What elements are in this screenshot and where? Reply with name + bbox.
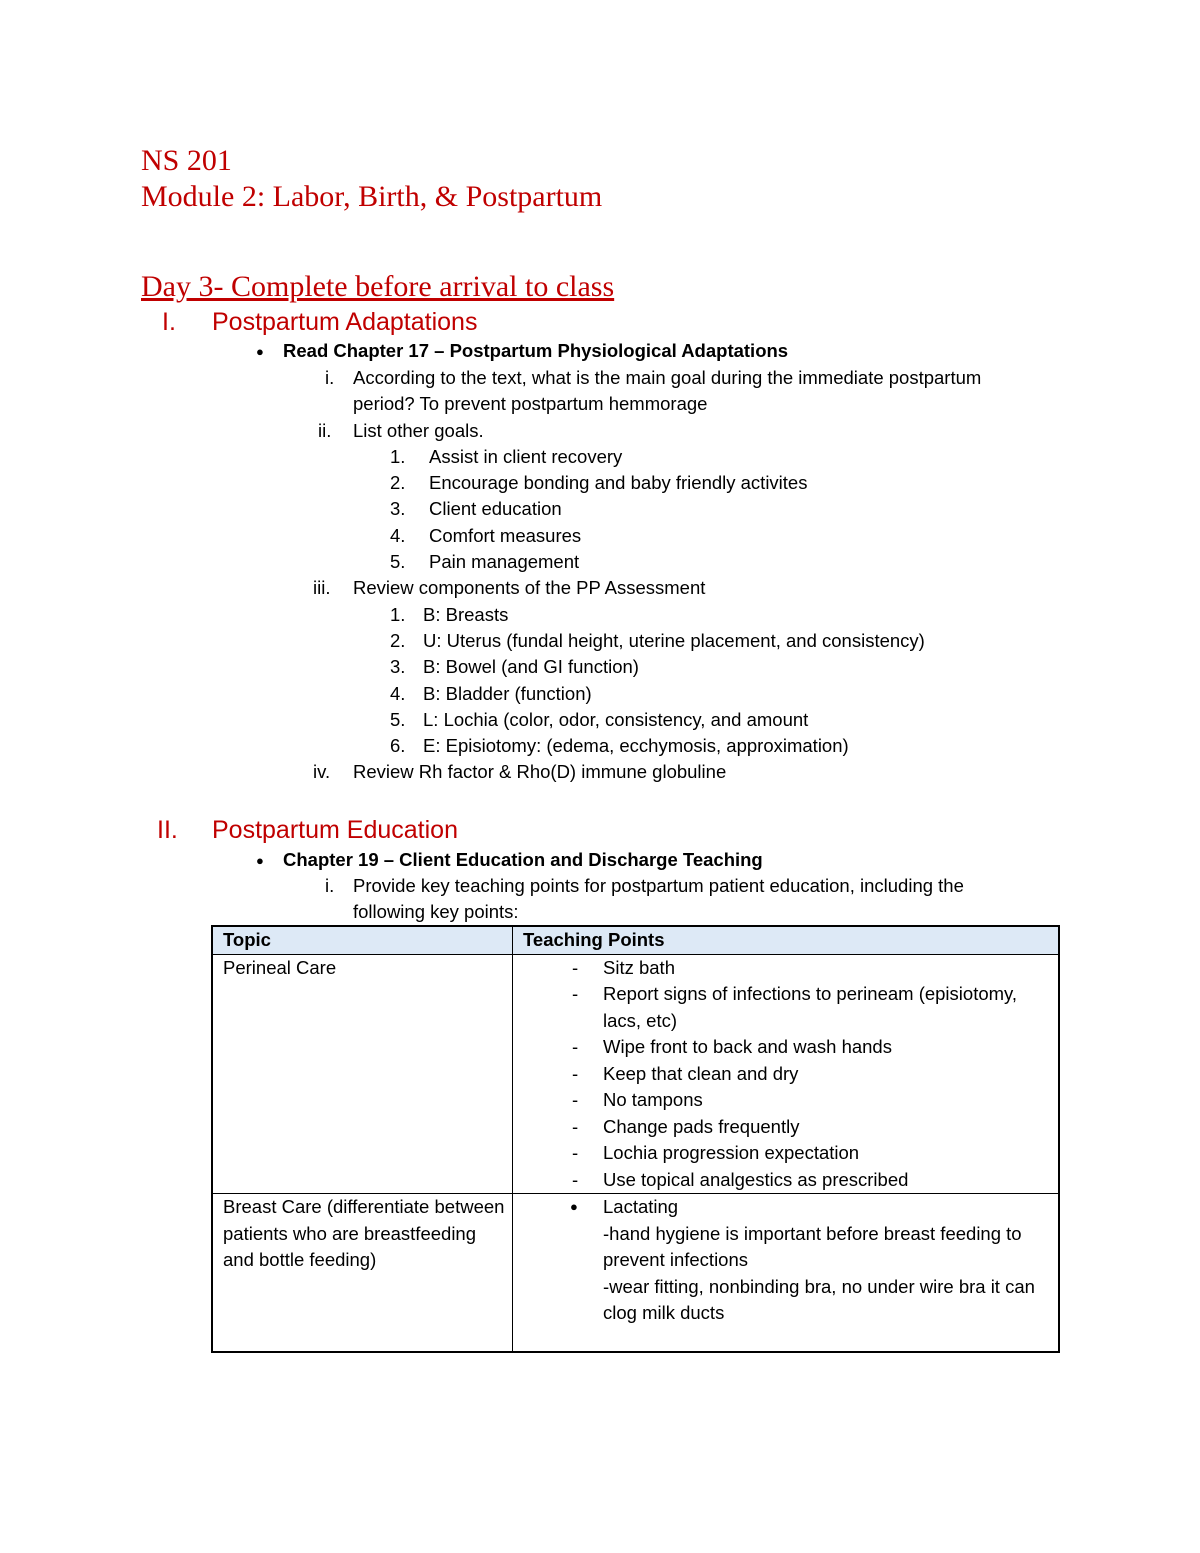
q1-line1: According to the text, what is the main goal during the immediate postpartum	[353, 367, 982, 388]
list-item: - Wipe front to back and wash hands	[565, 1034, 1052, 1061]
list-item: - Report signs of infections to perineam (episiotomy, lacs, etc)	[565, 981, 1052, 1034]
list-item-number: 5.	[390, 709, 406, 730]
section2-bullet: Chapter 19 – Client Education and Discharge Teaching	[283, 849, 763, 870]
s2-q1-line1: Provide key teaching points for postpartum patient education, including the	[353, 875, 964, 896]
table-header-teaching-points: Teaching Points	[513, 926, 1060, 954]
list-item-number: 1.	[390, 604, 406, 625]
list-item: - No tampons	[565, 1087, 1052, 1114]
q2-text: List other goals.	[353, 420, 484, 441]
list-item: - Change pads frequently	[565, 1114, 1052, 1141]
list-item: - Keep that clean and dry	[565, 1061, 1052, 1088]
teaching-points-cell	[513, 954, 1060, 1194]
teaching-points-cell	[513, 1194, 1060, 1352]
q4-numeral: iv.	[313, 761, 331, 782]
table-header-topic: Topic	[212, 926, 513, 954]
list-item: Comfort measures	[429, 525, 582, 546]
table-row	[212, 1194, 1059, 1352]
list-item-number: 2.	[390, 630, 406, 651]
table-row	[212, 954, 1059, 1194]
q1-numeral: i.	[325, 367, 335, 388]
list-item: B: Bladder (function)	[423, 683, 592, 704]
bullet-icon: ●	[256, 344, 264, 359]
topic-cell: Breast Care (differentiate between patients who are breastfeeding and bottle feeding)	[212, 1194, 513, 1352]
lactating-title: Lactating	[603, 1196, 679, 1217]
list-item: Client education	[429, 498, 562, 519]
day-heading: Day 3- Complete before arrival to class	[141, 270, 615, 303]
teaching-line: -wear fitting, nonbinding bra, no under wire bra it can clog milk ducts	[603, 1275, 1035, 1323]
list-item-number: 3.	[390, 656, 406, 677]
list-item-number: 4.	[390, 525, 406, 546]
section1-bullet: Read Chapter 17 – Postpartum Physiological Adaptations	[283, 340, 789, 361]
list-item: Assist in client recovery	[429, 446, 623, 467]
module-title: Module 2: Labor, Birth, & Postpartum	[141, 180, 603, 213]
list-item-number: 3.	[390, 498, 406, 519]
list-item: Pain management	[429, 551, 580, 572]
list-item: U: Uterus (fundal height, uterine placement, and consistency)	[423, 630, 925, 651]
list-item-number: 4.	[390, 683, 406, 704]
table-header-row	[212, 926, 1059, 954]
q3-text: Review components of the PP Assessment	[353, 577, 706, 598]
list-item: - Lochia progression expectation	[565, 1140, 1052, 1167]
list-item: - Sitz bath	[565, 955, 1052, 982]
section1-title: Postpartum Adaptations	[212, 308, 478, 336]
section1-numeral: I.	[162, 308, 176, 336]
q1-line2: period? To prevent postpartum hemmorage	[353, 393, 708, 414]
list-item-number: 1.	[390, 446, 406, 467]
perineal-points-list	[523, 955, 1052, 1194]
teaching-points-table	[211, 925, 1060, 1353]
bullet-icon: ●	[256, 853, 264, 868]
section2-title: Postpartum Education	[212, 816, 458, 844]
list-item: B: Breasts	[423, 604, 509, 625]
s2-q1-numeral: i.	[325, 875, 335, 896]
s2-q1-line2: following key points:	[353, 901, 519, 922]
course-code: NS 201	[141, 144, 232, 177]
list-item: Encourage bonding and baby friendly activites	[429, 472, 808, 493]
list-item-number: 2.	[390, 472, 406, 493]
q2-numeral: ii.	[318, 420, 332, 441]
q3-numeral: iii.	[313, 577, 331, 598]
bullet-icon: ●	[570, 1199, 578, 1214]
list-item: - Use topical analgestics as prescribed	[565, 1167, 1052, 1194]
list-item	[565, 1194, 1052, 1327]
list-item: L: Lochia (color, odor, consistency, and amount	[423, 709, 809, 730]
topic-cell: Perineal Care	[212, 954, 513, 1194]
list-item-number: 6.	[390, 735, 406, 756]
q4-text: Review Rh factor & Rho(D) immune globuline	[353, 761, 727, 782]
list-item-number: 5.	[390, 551, 406, 572]
section2-numeral: II.	[157, 816, 178, 844]
list-item: B: Bowel (and GI function)	[423, 656, 639, 677]
teaching-line: -hand hygiene is important before breast feeding to prevent infections	[603, 1222, 1022, 1270]
list-item: E: Episiotomy: (edema, ecchymosis, approximation)	[423, 735, 849, 756]
breast-care-list	[523, 1194, 1052, 1327]
